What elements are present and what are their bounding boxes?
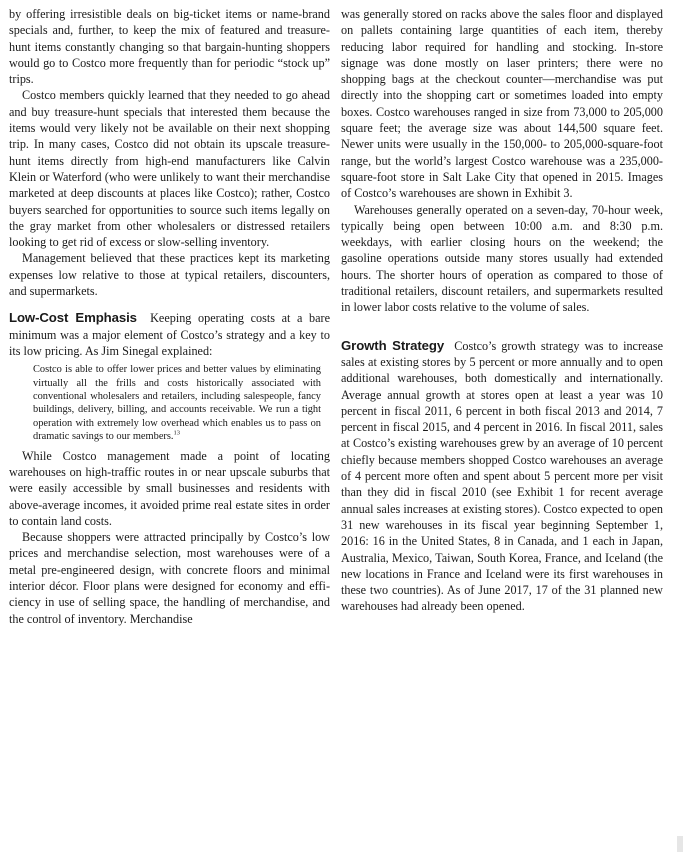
low-cost-intro-text: Keeping operating costs at a bare minimum was a major element of Costco’s strategy and a key to its low pricing. As Jim Sinegal explained:: [9, 311, 330, 358]
section-low-cost-emphasis: [9, 310, 330, 359]
heading-growth-strategy: Growth Strategy: [341, 337, 445, 353]
paragraph-merchandise-storage: was generally stored on racks above the sales floor and displayed on pallets containing large quantities of each item, thereby reducing labor required for handling and stocking. In-store signage was done mostly on laser printers; there were no shopping bags at the checkout counter—merchandise was put directly into the shopping cart or sometimes loaded into empty boxes. Costco warehouses ranged in size from 73,000 to 205,000 square feet; the average size was about 144,500 square feet. Newer units were usually in the 150,000- to 205,000-square-foot range, but the world’s largest Costco warehouse was a 235,000-square-foot store in Salt Lake City that opened in 2015. Images of Costco’s warehouses are shown in Exhibit 3.: [341, 7, 663, 201]
paragraph-warehouse-locations: While Costco management made a point of locating warehouses on high-traffic routes in or near upscale suburbs that were easily accessible by small businesses and residents with above-average incomes, it avoided prime real estate sites in order to contain land costs.: [9, 448, 330, 528]
quote-text: Costco is able to offer lower prices and better values by eliminating virtually all the frills and costs historically associated with conventional wholesalers and retailers, including salespeople, fancy buildings, delivery, billing, and accounts receivable. We run a tight operation with extremely low overhead which enables us to pass on dramatic savings to our members.: [33, 364, 321, 443]
paragraph-marketing-expenses: Management believed that these practices kept its marketing expenses low relative to those at typical retailers, discounters, and supermarkets.: [9, 251, 330, 299]
page-edge-divider: [677, 836, 683, 852]
right-column: [341, 6, 663, 615]
footnote-marker: 13: [173, 429, 181, 437]
paragraph-treasure-hunt-intro: by offering irresistible deals on big-ticket items or name-brand specials and, further, to keep the mix of featured and treasure-hunt items constantly changing so that bargain-hunting shoppers would go to Costco more frequently than for periodic “stock up” trips.: [9, 7, 330, 87]
block-quote-sinegal: [33, 363, 321, 443]
left-column: [9, 6, 330, 627]
paragraph-treasure-hunt-specials: Costco members quickly learned that they needed to go ahead and buy treasure-hunt specials that interested them because the items would very likely not be available on their next shopping trip. In many cases, Costco did not obtain its upscale treasure-hunt items directly from high-end manufacturers like Calvin Klein or Waterford (who were unlikely to want their merchandise marketed at deep discounts at places like Costco); rather, Costco buyers searched for opportunities to source such items legally on the gray market from other wholesalers or distressed retailers looking to get rid of excess or slow-selling inventory.: [9, 88, 330, 250]
heading-low-cost-emphasis: Low-Cost Emphasis: [9, 310, 137, 326]
paragraph-operating-hours: Warehouses generally operated on a seven-day, 70-hour week, typically being open between 10:00 a.m. and 8:30 p.m. weekdays, with earlier closing hours on the weekend; the gasoline operations outside many stores usually had extended hours. The shorter hours of operation as compared to those of traditional retailers, discount retailers, and supermarkets resulted in lower labor costs relative to the volume of sales.: [341, 202, 663, 315]
growth-strategy-text: Costco’s growth strategy was to increase sales at existing stores by 5 percent or more annually and to open additional warehouses, both domestically and internationally. Average annual growth at stores open at least a year was 10 percent in fiscal 2011, 6 percent in both fiscal 2013 and 2014, 7 percent in fiscal 2015, and 4 percent in 2016. In fiscal 2011, sales at Costco’s existing warehouses grew by an average of 10 percent chiefly because members shopped Costco warehouses an average of 4 percent more often and spent about 5 percent more per visit than they did in fiscal 2010 (see Exhibit 1 for recent average annual sales increases at existing stores). Costco expected to open 31 new warehouses in its fiscal year beginning September 1, 2016: 16 in the United States, 8 in Canada, and 1 each in Japan, Australia, Mexico, Taiwan, South Korea, France, and Iceland (the new locations in France and Iceland were its first warehouses in these two countries). As of June 2017, 17 of the 31 planned new warehouses had already been opened.: [341, 338, 663, 614]
paragraph-warehouse-design: Because shoppers were attracted principally by Costco’s low prices and merchandise selection, most warehouses were of a metal pre-engineered design, with concrete floors and minimal interior décor. Floor plans were designed for economy and efficiency in use of selling space, the handling of merchandise, and the control of inventory. Merchandise: [9, 530, 330, 626]
section-growth-strategy: [341, 338, 663, 615]
